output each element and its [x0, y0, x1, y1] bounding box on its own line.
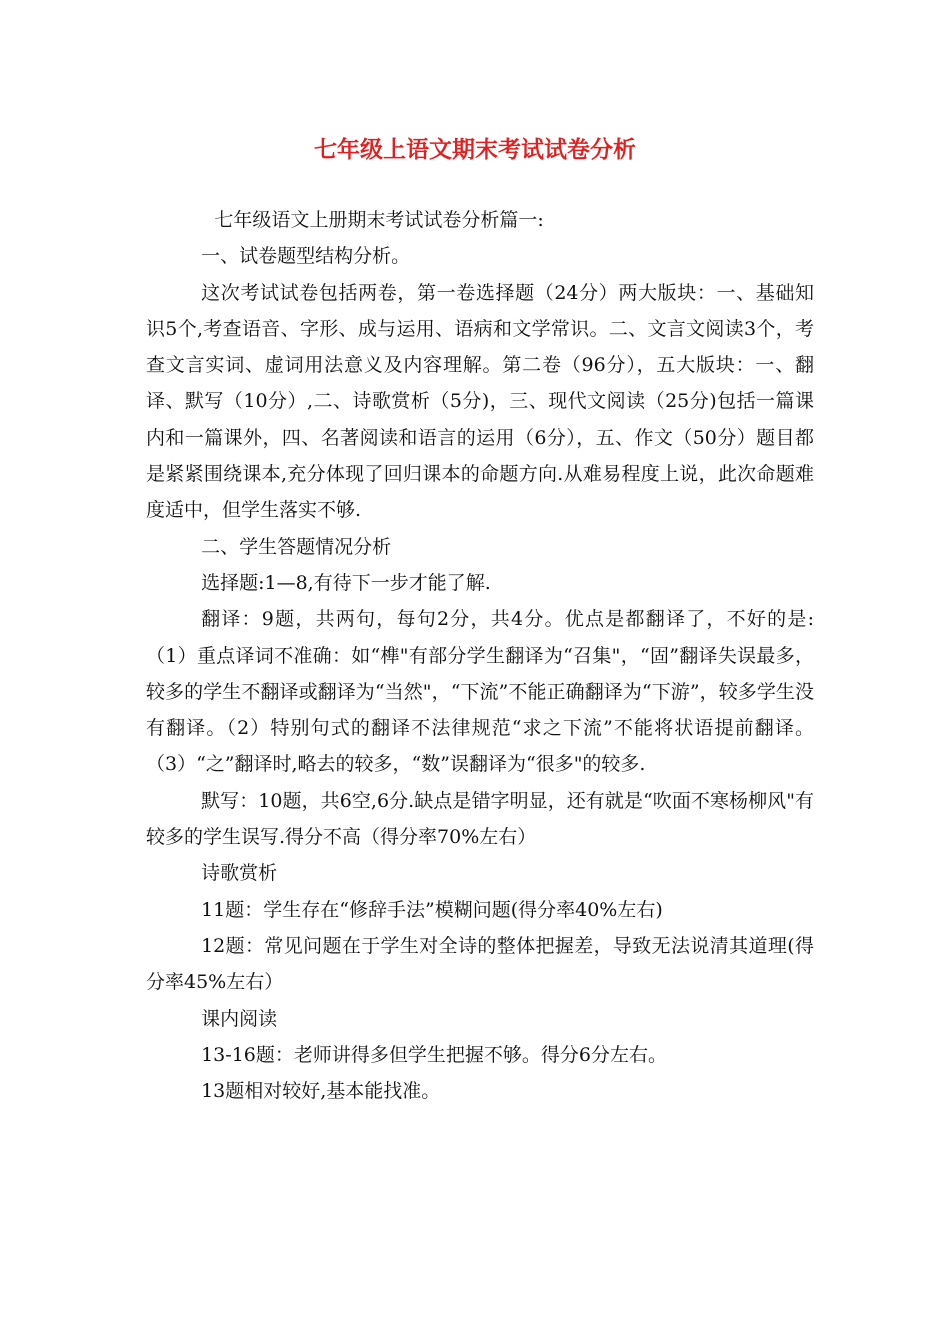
paragraph-questions-13-16: 13-16题：老师讲得多但学生把握不够。得分6分左右。 — [201, 1043, 667, 1066]
paragraph-structure-analysis: 这次考试试卷包括两卷，第一卷选择题（24分）两大版块：一、基础知识5个,考查语音、字形、成与运用、语病和文学常识。二、文言文阅读3个，考查文言实词、虚词用法意义及内容理解。第二卷（96分），五大版块：一、翻译、默写（10分）,二、诗歌赏析（5分)，三、现代文阅读（25分)包括一篇课内和一篇课外，四、名著阅读和语言的运用（6分），五、作文（50分）题目都是紧紧围绕课本,充分体现了回归课本的命题方向.从难易程度上说，此次命题难度适中，但学生落实不够. — [146, 281, 814, 522]
paragraph-question-11: 11题：学生存在“修辞手法”模糊问题(得分率40%左右) — [201, 898, 663, 921]
document-title: 七年级上语文期末考试试卷分析 — [314, 137, 636, 163]
paragraph-translation: 翻译：9题，共两句，每句2分，共4分。优点是都翻译了，不好的是:（1）重点译词不准确：如“榫"有部分学生翻译为“召集"，“固”翻译失误最多，较多的学生不翻译或翻译为“当然"，“下流”不能正确翻译为“下游”，较多学生没有翻译。（2）特别句式的翻译不法律规范“求之下流”不能将状语提前翻译。（3）“之”翻译时,略去的较多，“数”误翻译为“很多"的较多. — [146, 608, 814, 776]
paragraph-dictation: 默写：10题，共6空,6分.缺点是错字明显，还有就是“吹面不寒杨柳风"有较多的学生误写.得分不高（得分率70%左右） — [146, 789, 814, 849]
paragraph-question-13: 13题相对较好,基本能找准。 — [201, 1080, 441, 1103]
paragraph-choice-questions: 选择题:1—8,有待下一步才能了解. — [201, 571, 491, 594]
paragraph-heading-structure: 一、试卷题型结构分析。 — [201, 245, 411, 268]
document-body — [146, 202, 814, 1109]
paragraph-heading-reading: 课内阅读 — [201, 1007, 278, 1030]
paragraph-heading-poetry: 诗歌赏析 — [201, 862, 278, 885]
paragraph-question-12: 12题：常见问题在于学生对全诗的整体把握差，导致无法说清其道理(得分率45%左右） — [146, 934, 814, 994]
paragraph-heading-answers: 二、学生答题情况分析 — [201, 535, 392, 558]
paragraph-section-heading: 七年级语文上册期末考试试卷分析篇一: — [214, 209, 544, 231]
